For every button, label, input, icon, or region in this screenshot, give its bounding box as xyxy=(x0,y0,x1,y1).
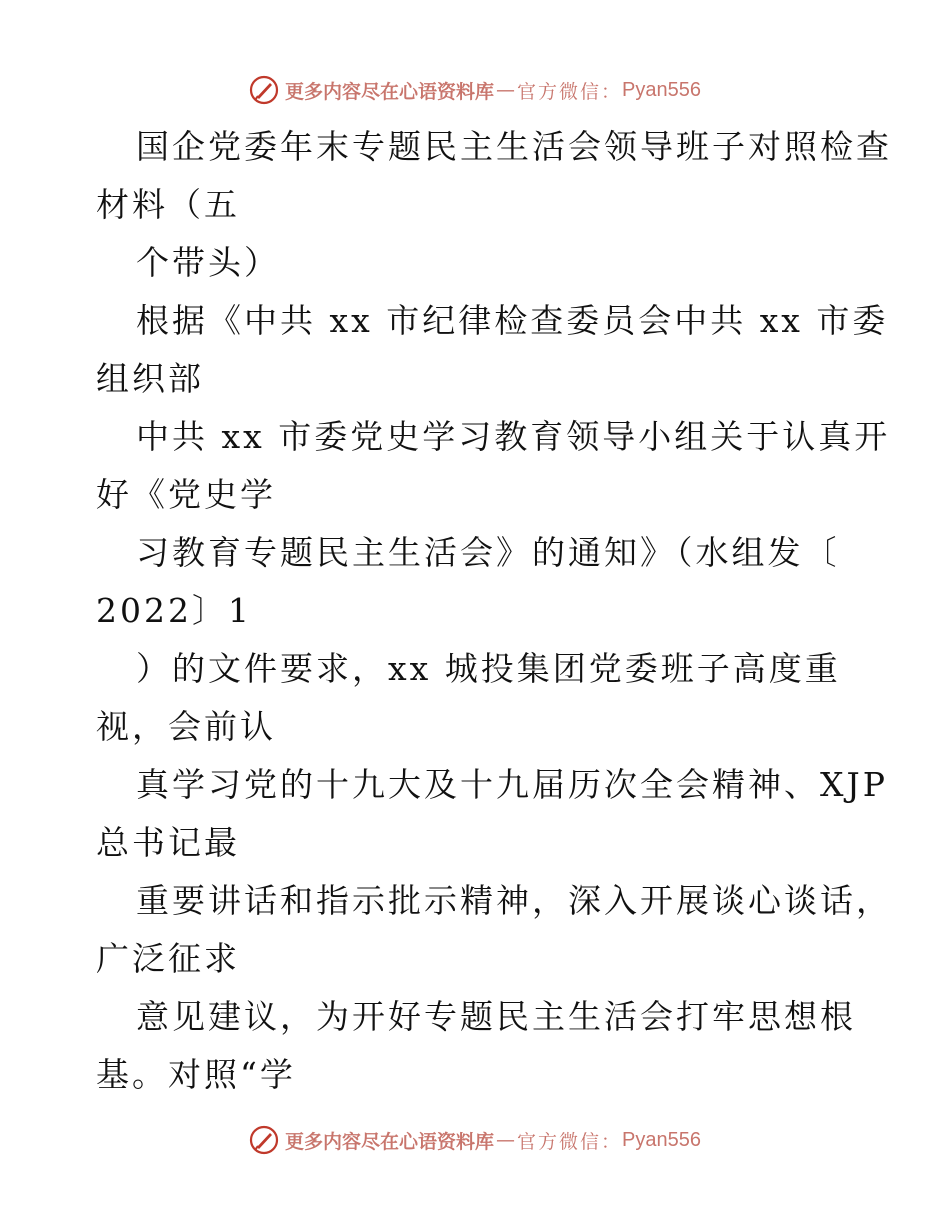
text-line: 基。对照“学 xyxy=(96,1055,296,1094)
banner-wechat-label: 官方微信： xyxy=(517,80,623,103)
text-line: 好《党史学 xyxy=(96,475,276,514)
header-banner xyxy=(0,70,950,110)
text-line: ）的文件要求，xx 城投集团党委班子高度重 xyxy=(136,649,841,688)
banner-brand: 更多内容尽在心语资料库 xyxy=(285,1130,495,1153)
text-line: 视，会前认 xyxy=(96,707,276,746)
banner-brand: 更多内容尽在心语资料库 xyxy=(285,80,495,103)
text-line: 2022〕1 xyxy=(96,591,252,630)
text-line: 习教育专题民主生活会》的通知》（水组发〔 xyxy=(136,533,840,572)
quill-logo-icon xyxy=(249,75,279,105)
banner-dash: — xyxy=(496,79,516,101)
text-line: 个带头） xyxy=(136,243,280,282)
banner-wechat-id: Pyan556 xyxy=(622,1128,701,1151)
text-line: 根据《中共 xx 市纪律检查委员会中共 xx 市委 xyxy=(136,301,889,340)
text-line: 国企党委年末专题民主生活会领导班子对照检查 xyxy=(136,127,892,166)
quill-logo-icon xyxy=(249,1125,279,1155)
text-line: 意见建议，为开好专题民主生活会打牢思想根 xyxy=(136,997,856,1036)
footer-banner xyxy=(0,1120,950,1160)
text-line: 组织部 xyxy=(96,359,204,398)
text-line: 广泛征求 xyxy=(96,939,240,978)
document-body xyxy=(96,118,892,1104)
text-line: 真学习党的十九大及十九届历次全会精神、XJP xyxy=(136,765,888,804)
banner-wechat-id: Pyan556 xyxy=(622,78,701,101)
text-line: 中共 xx 市委党史学习教育领导小组关于认真开 xyxy=(136,417,891,456)
text-line: 总书记最 xyxy=(96,823,240,862)
text-line: 重要讲话和指示批示精神，深入开展谈心谈话， xyxy=(136,881,892,920)
banner-wechat-label: 官方微信： xyxy=(517,1130,623,1153)
text-line: 材料（五 xyxy=(96,185,240,224)
banner-dash: — xyxy=(496,1129,516,1151)
